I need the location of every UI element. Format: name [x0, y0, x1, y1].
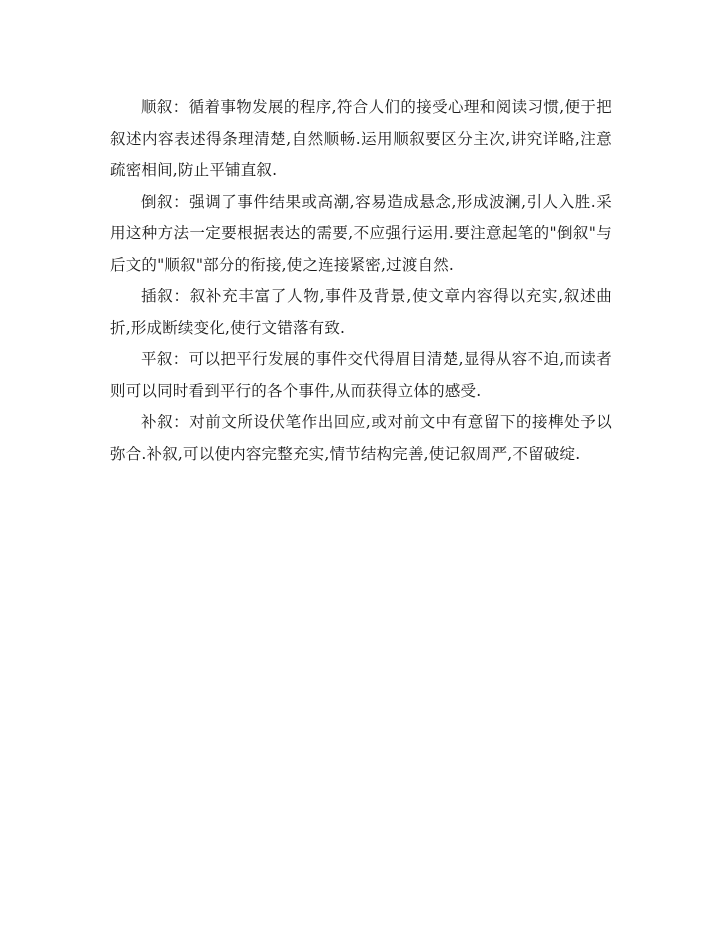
paragraph-chaxu: 插叙：叙补充丰富了人物,事件及背景,使文章内容得以充实,叙述曲折,形成断续变化,使行文错落有致. [110, 287, 612, 337]
paragraph-buxu: 补叙：对前文所设伏笔作出回应,或对前文中有意留下的接榫处予以弥合.补叙,可以使内容完整充实,情节结构完善,使记叙周严,不留破绽. [110, 413, 612, 463]
paragraph-daoxu: 倒叙：强调了事件结果或高潮,容易造成悬念,形成波澜,引人入胜.采用这种方法一定要根据表达的需要,不应强行运用.要注意起笔的"倒叙"与后文的"顺叙"部分的衔接,使之连接紧密,过渡自然. [110, 192, 612, 274]
paragraph-pingxu: 平叙：可以把平行发展的事件交代得眉目清楚,显得从容不迫,而读者则可以同时看到平行的各个事件,从而获得立体的感受. [110, 350, 612, 400]
paragraph-shunxu: 顺叙：循着事物发展的程序,符合人们的接受心理和阅读习惯,便于把叙述内容表述得条理清楚,自然顺畅.运用顺叙要区分主次,讲究详略,注意疏密相间,防止平铺直叙. [110, 98, 612, 179]
document-body [110, 92, 612, 470]
